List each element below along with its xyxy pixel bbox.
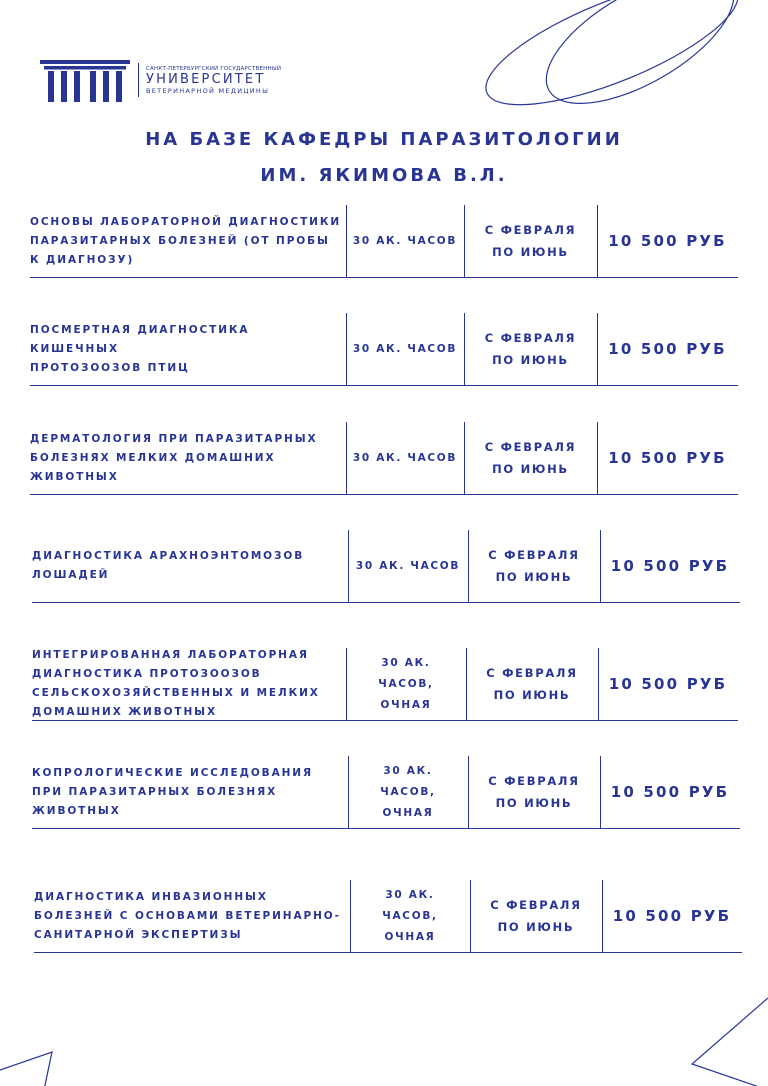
course-period: С ФЕВРАЛЯ ПО ИЮНЬ	[484, 440, 577, 476]
course-hours: 30 АК. ЧАСОВ	[355, 559, 461, 572]
course-period: С ФЕВРАЛЯ ПО ИЮНЬ	[488, 774, 580, 810]
university-name-line1: САНКТ-ПЕТЕРБУРГСКИЙ ГОСУДАРСТВЕННЫЙ	[146, 65, 282, 72]
column-divider	[346, 422, 347, 494]
course-period: С ФЕВРАЛЯ ПО ИЮНЬ	[490, 898, 582, 934]
column-divider	[346, 313, 347, 385]
row-divider	[30, 385, 738, 386]
column-divider	[597, 205, 598, 277]
course-period: С ФЕВРАЛЯ ПО ИЮНЬ	[484, 331, 577, 367]
course-row	[30, 422, 738, 494]
row-divider	[32, 602, 740, 603]
column-divider	[597, 313, 598, 385]
column-divider	[346, 648, 347, 720]
course-price: 10 500 РУБ	[608, 675, 728, 693]
triangle-bottom-right	[692, 998, 768, 1086]
course-name: ИНТЕГРИРОВАННАЯ ЛАБОРАТОРНАЯ ДИАГНОСТИКА ПРОТОЗООЗОВ СЕЛЬСКОХОЗЯЙСТВЕННЫХ И МЕЛКИХ ДОМАШНИХ ЖИВОТНЫХ	[32, 649, 320, 718]
course-hours: 30 АК. ЧАСОВ, ОЧНАЯ	[382, 888, 438, 943]
row-divider	[30, 494, 738, 495]
column-divider	[598, 648, 599, 720]
column-divider	[464, 422, 465, 494]
course-hours: 30 АК. ЧАСОВ, ОЧНАЯ	[378, 656, 434, 711]
course-hours: 30 АК. ЧАСОВ, ОЧНАЯ	[380, 764, 436, 819]
course-name: ОСНОВЫ ЛАБОРАТОРНОЙ ДИАГНОСТИКИ ПАРАЗИТАРНЫХ БОЛЕЗНЕЙ (ОТ ПРОБЫ К ДИАГНОЗУ)	[30, 215, 342, 266]
column-divider	[466, 648, 467, 720]
course-hours: 30 АК. ЧАСОВ	[352, 451, 458, 464]
row-divider	[32, 828, 740, 829]
course-row	[34, 880, 742, 952]
course-price: 10 500 РУБ	[608, 340, 727, 358]
column-divider	[597, 422, 598, 494]
column-divider	[600, 756, 601, 828]
course-price: 10 500 РУБ	[610, 557, 730, 575]
course-hours: 30 АК. ЧАСОВ	[352, 234, 458, 247]
column-divider	[350, 880, 351, 952]
course-price: 10 500 РУБ	[608, 232, 727, 250]
column-divider	[468, 756, 469, 828]
column-divider	[346, 205, 347, 277]
course-name: ДИАГНОСТИКА АРАХНОЭНТОМОЗОВ ЛОШАДЕЙ	[32, 550, 305, 581]
course-name: КОПРОЛОГИЧЕСКИЕ ИССЛЕДОВАНИЯ ПРИ ПАРАЗИТАРНЫХ БОЛЕЗНЯХ ЖИВОТНЫХ	[32, 766, 313, 817]
column-divider	[602, 880, 603, 952]
course-name: ДИАГНОСТИКА ИНВАЗИОННЫХ БОЛЕЗНЕЙ С ОСНОВАМИ ВЕТЕРИНАРНО- САНИТАРНОЙ ЭКСПЕРТИЗЫ	[34, 890, 341, 941]
course-row	[32, 756, 740, 828]
column-divider	[348, 756, 349, 828]
page-title-line2: ИМ. ЯКИМОВА В.Л.	[260, 165, 508, 186]
page-title-line1: НА БАЗЕ КАФЕДРЫ ПАРАЗИТОЛОГИИ	[145, 129, 623, 150]
course-price: 10 500 РУБ	[608, 449, 727, 467]
course-price: 10 500 РУБ	[612, 907, 732, 925]
course-price: 10 500 РУБ	[610, 783, 730, 801]
university-name-line2: УНИВЕРСИТЕТ	[146, 71, 266, 87]
column-divider	[470, 880, 471, 952]
row-divider	[32, 720, 738, 721]
column-divider	[464, 313, 465, 385]
column-divider	[468, 530, 469, 602]
column-divider	[464, 205, 465, 277]
course-name: ПОСМЕРТНАЯ ДИАГНОСТИКА КИШЕЧНЫХ ПРОТОЗООЗОВ ПТИЦ	[30, 323, 250, 374]
university-logo	[40, 58, 281, 102]
columns-logo-icon	[40, 58, 130, 102]
row-divider	[34, 952, 742, 953]
course-period: С ФЕВРАЛЯ ПО ИЮНЬ	[488, 548, 580, 584]
course-row	[32, 648, 738, 720]
ellipse-ring-2	[527, 0, 754, 129]
row-divider	[30, 277, 738, 278]
course-period: С ФЕВРАЛЯ ПО ИЮНЬ	[486, 666, 578, 702]
course-row	[30, 205, 738, 277]
course-hours: 30 АК. ЧАСОВ	[352, 342, 458, 355]
column-divider	[600, 530, 601, 602]
university-name	[138, 63, 281, 97]
triangle-bottom-left	[0, 1052, 52, 1086]
column-divider	[348, 530, 349, 602]
course-period: С ФЕВРАЛЯ ПО ИЮНЬ	[484, 223, 577, 259]
course-row	[32, 530, 740, 602]
university-name-line3: ВЕТЕРИНАРНОЙ МЕДИЦИНЫ	[146, 86, 270, 95]
ellipse-ring-1	[472, 0, 752, 130]
course-name: ДЕРМАТОЛОГИЯ ПРИ ПАРАЗИТАРНЫХ БОЛЕЗНЯХ МЕЛКИХ ДОМАШНИХ ЖИВОТНЫХ	[30, 432, 318, 483]
course-row	[30, 313, 738, 385]
